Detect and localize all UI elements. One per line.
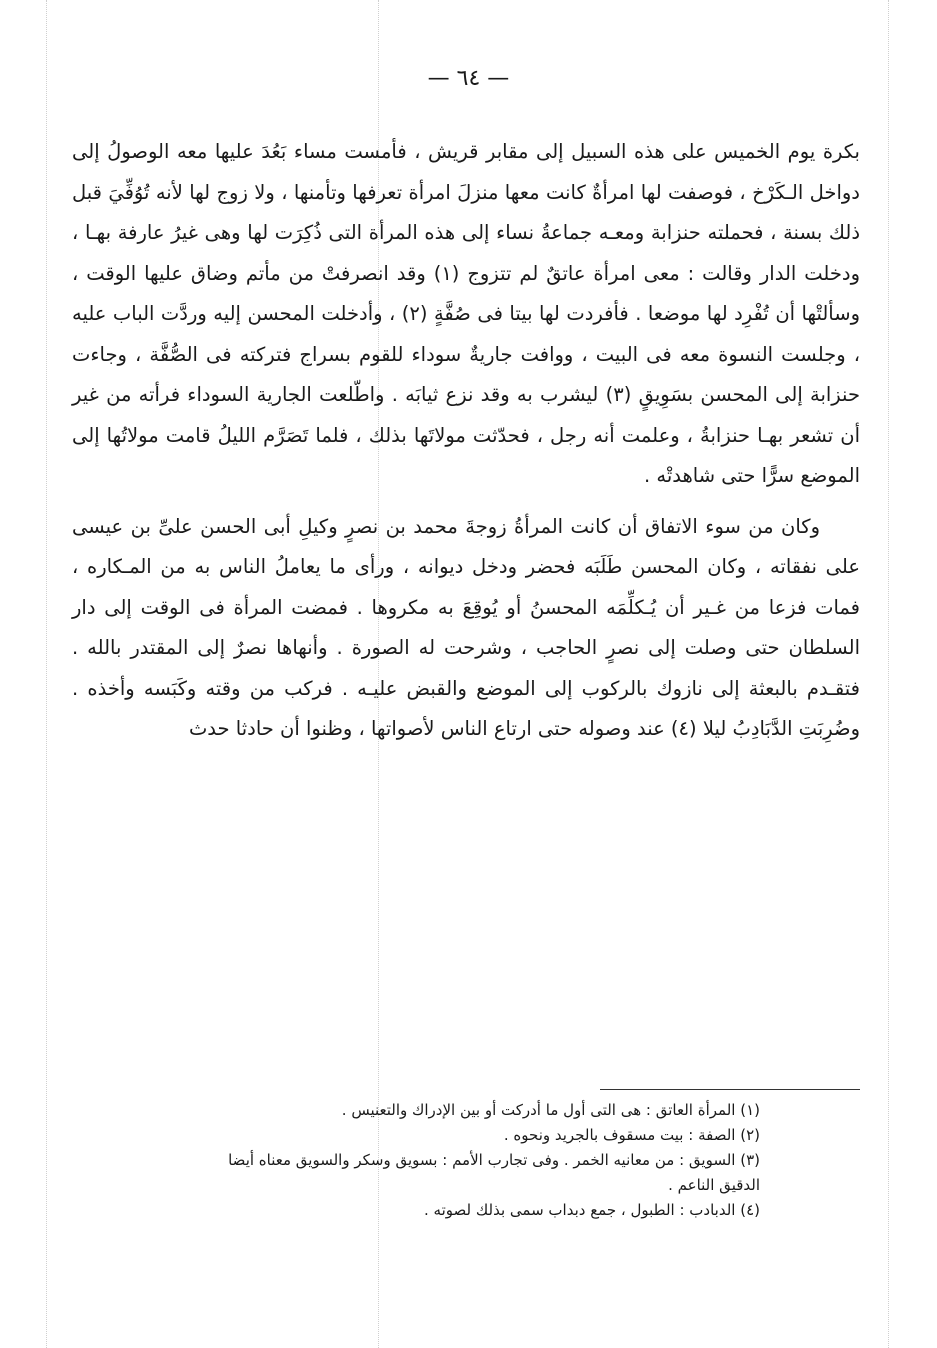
scan-artifact-line <box>46 0 47 1348</box>
footnote: (٤) الدبادب : الطبول ، جمع دبداب سمى بذلك لصوته . <box>424 1201 760 1219</box>
footnote: (١) المرأة العاتق : هى التى أول ما أدركت أو بين الإدراك والتعنيس . <box>341 1101 760 1119</box>
footnote: (٣) السويق : من معانيه الخمر . وفى تجارب الأمم : بسويق وسكر والسويق معناه أيضا الدقيق الناعم . <box>228 1151 760 1194</box>
footnotes <box>200 1098 760 1223</box>
page-number: — ٦٤ — <box>427 66 510 91</box>
body-text <box>72 132 860 750</box>
scan-artifact-line <box>888 0 889 1348</box>
footnote: (٢) الصفة : بيت مسقوف بالجريد ونحوه . <box>503 1126 760 1144</box>
paragraph: وكان من سوء الاتفاق أن كانت المرأةُ زوجةَ محمد بن نصرٍ وكيلِ أبى الحسن علىِّ بن عيسى على نفقاته ، وكان المحسن طَلَبَه فحضر ودخل ديوانه ، ورأى ما يعاملُ الناس به من المـكاره ، فمات فزعا من غـير أن يُـكلِّمَه المحسنُ أو يُوقِعَ به مكروها . فمضت المرأة فى الوقت إلى دار السلطان حتى وصلت إلى نصرٍ الحاجب ، وشرحت له الصورة . وأنهاها نصرٌ إلى المقتدر بالله . فتقـدم بالبعثة إلى نازوك بالركوب إلى الموضع والقبض عليـه . فركب من وقته وكَبَسه وأخذه . وضُرِبَتِ الدَّبَادِبُ ليلا (٤) عند وصوله حتى ارتاع الناس لأصواتها ، وظنوا أن حادثا حدث <box>72 514 860 740</box>
paragraph: بكرة يوم الخميس على هذه السبيل إلى مقابر قريش ، فأمست مساء بَعُدَ عليها معه الوصولُ إلى دواخل الـكَرْخ ، فوصفت لها امرأةٌ كانت معها منزلَ امرأة تعرفها وتأمنها ، ولا زوج لها لأنه تُوُفِّيَ قبل ذلك بسنة ، فحملته حنزابة ومعـه جماعةُ نساء إلى هذه المرأة التى ذُكِرَت لها وهى غيرُ عارفة بهـا ، ودخلت الدار وقالت : معى امرأة عاتقٌ لم تتزوج (١) وقد انصرفتْ من مأتم وضاق عليها الوقت ، وسألتْها أن تُفْرِد لها موضعا . فأفردت لها بيتا فى صُفَّةٍ (٢) ، وأدخلت المحسن إليه وردَّت الباب عليه ، وجلست النسوة معه فى البيت ، ووافت جاريةٌ سوداء للقوم بسراج فتركته فى الصُّفَّة ، وجاءت حنزابة إلى المحسن بسَوِيقٍ (٣) ليشرب به وقد نزع ثيابَه . واطّلعت الجارية السوداء فرأته من غير أن تشعر بهـا حنزابةُ ، وعلمت أنه رجل ، فحدّثت مولاتَها بذلك ، فلما تَصَرَّم الليلُ قامت مولاتُها إلى الموضع سرًّا حتى شاهدتْه . <box>72 140 860 487</box>
footnote-separator <box>600 1089 860 1090</box>
